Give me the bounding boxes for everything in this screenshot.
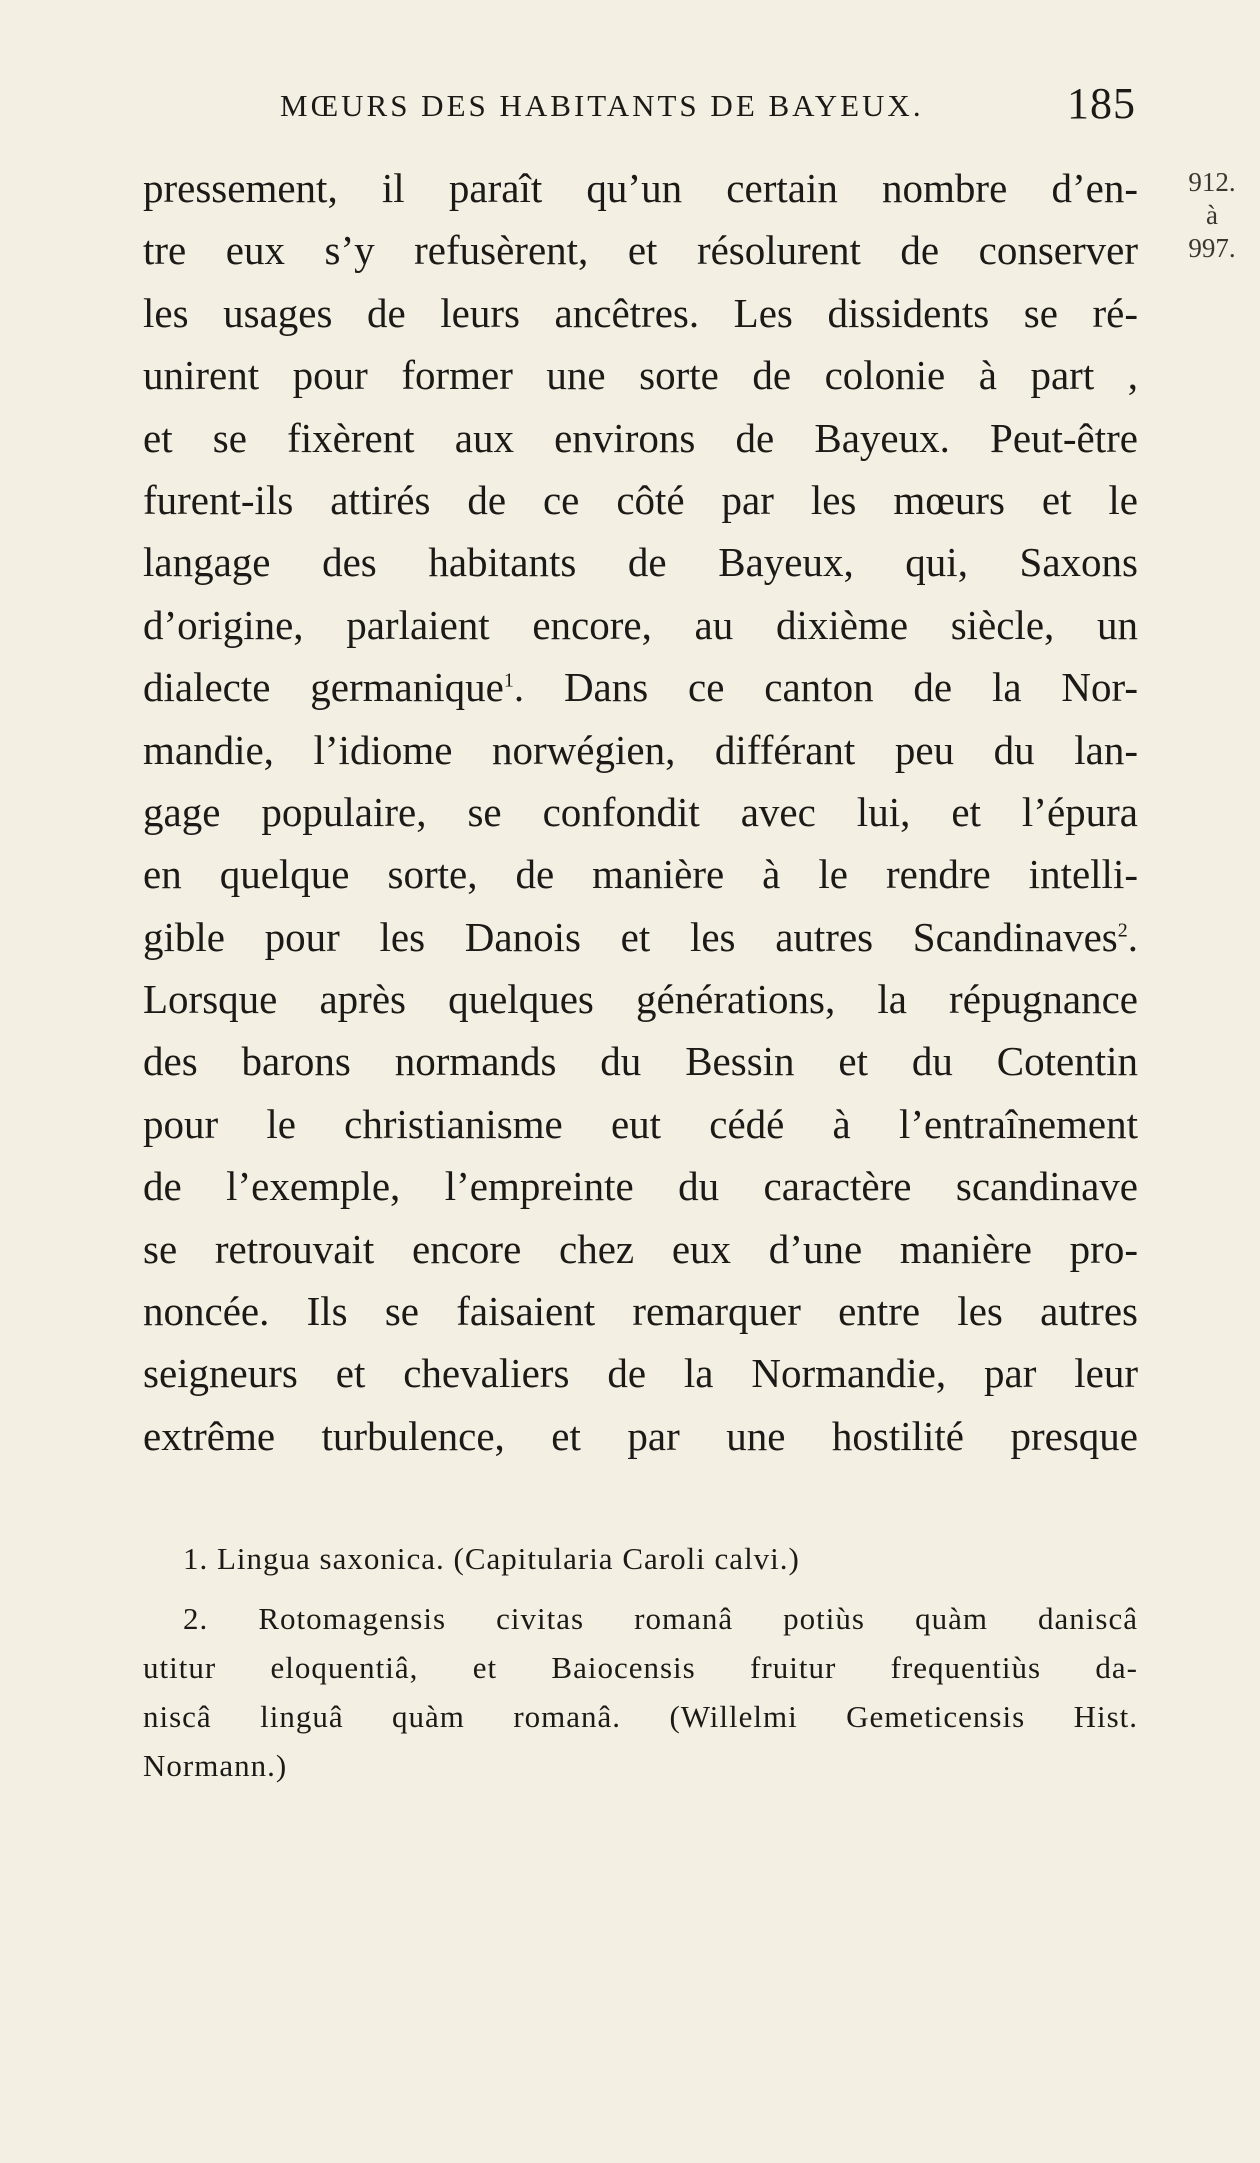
- page-number: 185: [1067, 79, 1136, 128]
- text-segment: dialecte germanique: [143, 664, 504, 711]
- main-text: [143, 157, 1138, 1467]
- text-segment: gible pour les Danois et les autres Scandinaves: [143, 913, 1118, 960]
- footnotes: [143, 1534, 1138, 1790]
- text-line: Lorsque après quelques générations, la répugnance: [143, 976, 1138, 1023]
- footnote-1: 1. Lingua saxonica. (Capitularia Caroli calvi.): [183, 1541, 800, 1576]
- text-line-with-note-ref: [143, 906, 1138, 968]
- text-line-with-note-ref: [143, 656, 1138, 718]
- footnote-ref-1: 1: [503, 669, 514, 692]
- text-segment: .: [1127, 913, 1138, 960]
- text-line: seigneurs et chevaliers de la Normandie, par leur: [143, 1350, 1138, 1397]
- text-line: des barons normands du Bessin et du Cotentin: [143, 1038, 1138, 1085]
- running-title: MŒURS DES HABITANTS DE BAYEUX.: [280, 88, 924, 123]
- text-segment: . Dans ce canton de la Nor-: [513, 664, 1138, 711]
- running-head: [280, 79, 1140, 138]
- text-line: d’origine, parlaient encore, au dixième siècle, un: [143, 601, 1138, 648]
- text-line: noncée. Ils se faisaient remarquer entre les autres: [143, 1288, 1138, 1335]
- text-line: en quelque sorte, de manière à le rendre intelli-: [143, 851, 1138, 898]
- footnote-2-line: utitur eloquentiâ, et Baiocensis fruitur frequentiùs da-: [143, 1650, 1138, 1685]
- footnote-2-line: Normann.): [143, 1748, 288, 1783]
- text-line: mandie, l’idiome norwégien, différant peu du lan-: [143, 726, 1138, 773]
- text-line: extrême turbulence, et par une hostilité presque: [143, 1412, 1138, 1459]
- margin-date-to: 997.: [1188, 233, 1236, 263]
- text-line: langage des habitants de Bayeux, qui, Saxons: [143, 539, 1138, 586]
- text-line: pressement, il paraît qu’un certain nombre d’en-: [143, 165, 1138, 211]
- text-line: pour le christianisme eut cédé à l’entraînement: [143, 1100, 1138, 1147]
- text-line: unirent pour former une sorte de colonie à part ,: [143, 352, 1138, 399]
- margin-date-range: [1172, 166, 1252, 265]
- text-line: et se fixèrent aux environs de Bayeux. Peut-être: [143, 414, 1138, 461]
- text-line: les usages de leurs ancêtres. Les dissidents se ré-: [143, 289, 1138, 336]
- margin-date-separator: à: [1206, 200, 1218, 230]
- text-line: tre eux s’y refusèrent, et résolurent de conserver: [143, 227, 1138, 274]
- text-line: furent-ils attirés de ce côté par les mœurs et le: [143, 476, 1138, 523]
- text-line: se retrouvait encore chez eux d’une manière pro-: [143, 1225, 1138, 1272]
- footnote-2-line: 2. Rotomagensis civitas romanâ potiùs quàm daniscâ: [183, 1601, 1138, 1636]
- margin-date-from: 912.: [1188, 167, 1236, 197]
- text-line: de l’exemple, l’empreinte du caractère scandinave: [143, 1163, 1138, 1210]
- footnote-2-line: niscâ linguâ quàm romanâ. (Willelmi Gemeticensis Hist.: [143, 1699, 1138, 1734]
- text-line: gage populaire, se confondit avec lui, et l’épura: [143, 788, 1138, 835]
- footnote-ref-2: 2: [1117, 919, 1128, 942]
